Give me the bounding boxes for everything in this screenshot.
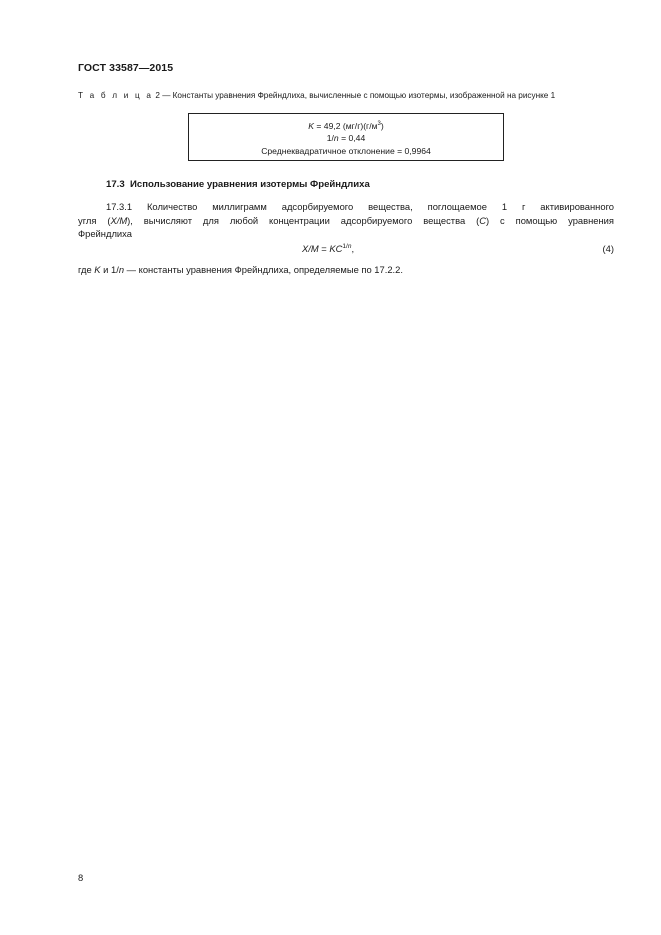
k-symbol: K (308, 120, 314, 131)
table-row-deviation: Среднеквадратичное отклонение = 0,9964 (261, 145, 431, 156)
where-mid: и 1/ (100, 264, 119, 275)
line2-part-a: угля ( (78, 214, 111, 226)
n-symbol: n (333, 133, 339, 144)
n-value: = 0,44 (338, 133, 366, 144)
section-number: 17.3 (106, 179, 125, 190)
formula-exp-n: n (347, 243, 352, 250)
formula-eq: = (318, 243, 330, 254)
paragraph-17-3-1 (78, 200, 614, 241)
c-symbol: C (479, 214, 486, 226)
paragraph-line-2 (78, 214, 614, 228)
table-caption-label: Т а б л и ц а (78, 91, 154, 100)
standard-code-header: ГОСТ 33587—2015 (78, 62, 174, 74)
where-prefix: где (78, 264, 95, 275)
table-caption (78, 91, 555, 100)
table-row-k (189, 118, 503, 132)
where-rest: — константы уравнения Фрейндлиха, определяемые по 17.2.2. (124, 264, 403, 275)
where-explanation (78, 264, 403, 275)
formula-number: (4) (602, 243, 614, 254)
formula-c: C (335, 243, 343, 254)
freundlich-constants-table (188, 113, 504, 161)
table-row-n (189, 132, 503, 145)
freundlich-formula (302, 243, 354, 254)
table-caption-text: 2 — Константы уравнения Фрейндлиха, вычисленные с помощью изотермы, изображенной на рисунке 1 (155, 91, 556, 100)
section-heading (106, 179, 370, 190)
formula-k: K (329, 243, 336, 254)
page-number: 8 (78, 872, 84, 883)
formula-exp-prefix: 1/ (342, 243, 348, 250)
paragraph-line-3: Фрейндлиха (78, 228, 132, 240)
where-k: K (94, 264, 101, 275)
formula-lhs: X/M (302, 243, 319, 254)
line2-part-b: ), вычисляют для любой концентрации адсорбируемого вещества ( (127, 214, 480, 226)
paragraph-line-1: 17.3.1 Количество миллиграмм адсорбируемого вещества, поглощаемое 1 г активированного (106, 201, 614, 212)
k-exponent: 3 (377, 121, 381, 127)
xm-symbol: X/M (110, 214, 128, 226)
where-n: n (118, 264, 125, 275)
section-title: Использование уравнения изотермы Фрейндлиха (130, 179, 370, 190)
n-prefix: 1/ (326, 133, 334, 144)
formula-end: , (351, 243, 355, 254)
line2-part-d: ) с помощью уравнения (486, 214, 614, 226)
k-close: ) (380, 120, 384, 131)
k-value: = 49,2 (мг/г)(г/м (314, 120, 378, 131)
